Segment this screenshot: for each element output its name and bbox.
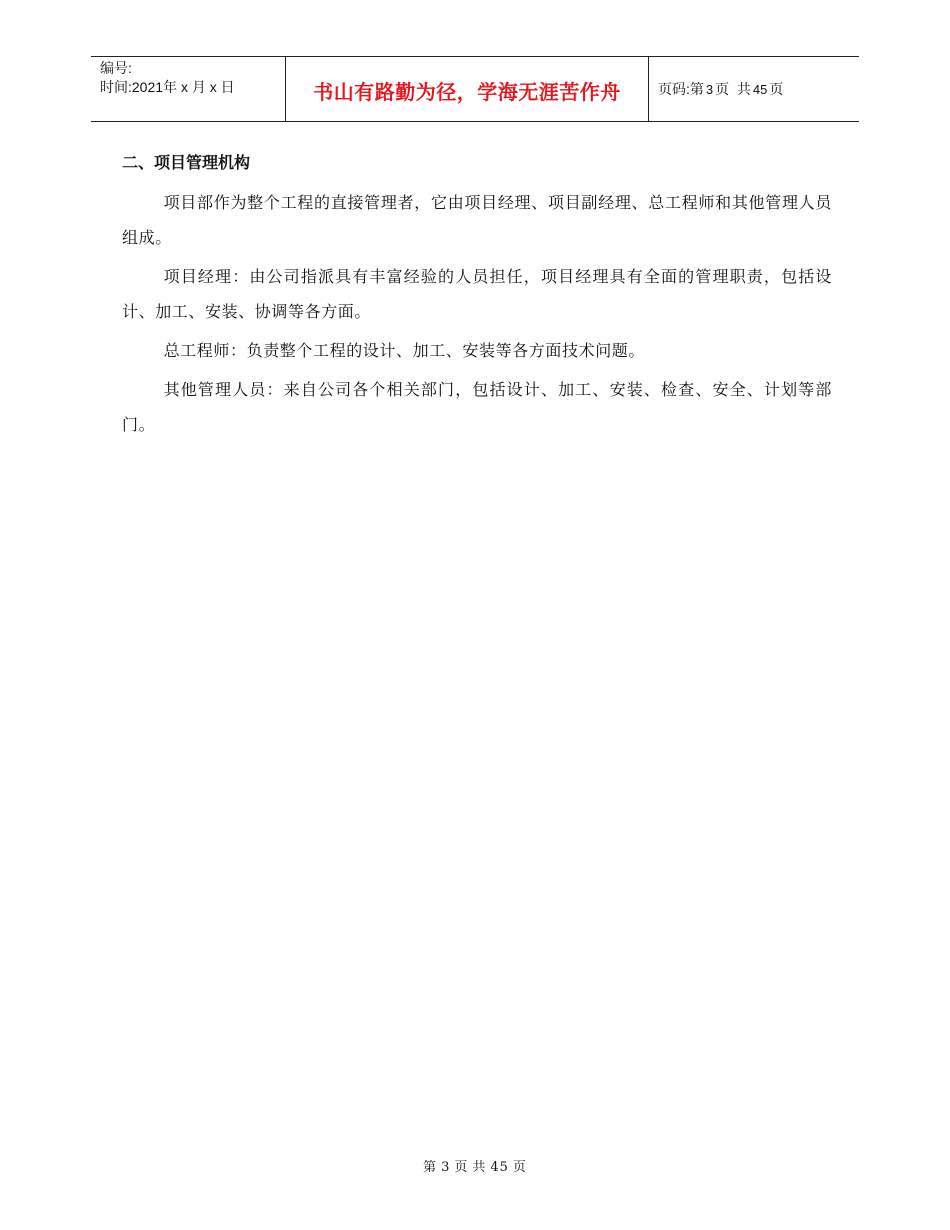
footer-prefix: 第 <box>423 1160 438 1175</box>
page-current: 3 <box>705 81 714 97</box>
footer-suffix: 页 <box>512 1160 527 1175</box>
paragraph-chief-engineer: 总工程师：负责整个工程的设计、加工、安装等各方面技术问题。 <box>163 341 645 360</box>
date-year-suffix: 年 <box>163 79 178 95</box>
date-month: x <box>180 79 188 95</box>
footer-mid2: 共 <box>472 1160 487 1175</box>
footer-mid1: 页 <box>454 1160 469 1175</box>
paragraph-project-department: 项目部作为整个工程的直接管理者，它由项目经理、项目副经理、总工程师和其他管理人员组成。 <box>122 193 832 247</box>
header-page-cell <box>649 57 859 121</box>
paragraph-other-staff: 其他管理人员：来自公司各个相关部门，包括设计、加工、安装、检查、安全、计划等部门。 <box>122 380 832 434</box>
header-meta-cell <box>91 57 286 121</box>
page-footer <box>0 1156 950 1175</box>
page-total: 45 <box>752 81 768 97</box>
page-mid: 页 共 <box>715 81 751 97</box>
page-label: 页码: <box>658 81 690 97</box>
paragraph-project-manager: 项目经理：由公司指派具有丰富经验的人员担任，项目经理具有全面的管理职责，包括设计、加工、安装、协调等各方面。 <box>122 267 832 321</box>
date-label: 时间: <box>100 79 132 95</box>
date-month-suffix: 月 <box>191 79 206 95</box>
date-day: x <box>209 79 217 95</box>
date-year: 2021 <box>131 79 164 95</box>
footer-current: 3 <box>441 1160 451 1175</box>
page-prefix: 第 <box>689 81 704 97</box>
page-suffix: 页 <box>769 81 784 97</box>
header-motto-cell <box>286 57 649 121</box>
date-day-suffix: 日 <box>220 79 235 95</box>
document-number-label: 编号: <box>100 60 132 76</box>
page-header <box>91 56 859 122</box>
section-heading: 二、项目管理机构 <box>122 153 251 172</box>
footer-total: 45 <box>490 1160 509 1175</box>
header-motto: 书山有路勤为径，学海无涯苦作舟 <box>313 79 621 104</box>
document-date <box>100 78 285 97</box>
document-body <box>122 150 832 446</box>
